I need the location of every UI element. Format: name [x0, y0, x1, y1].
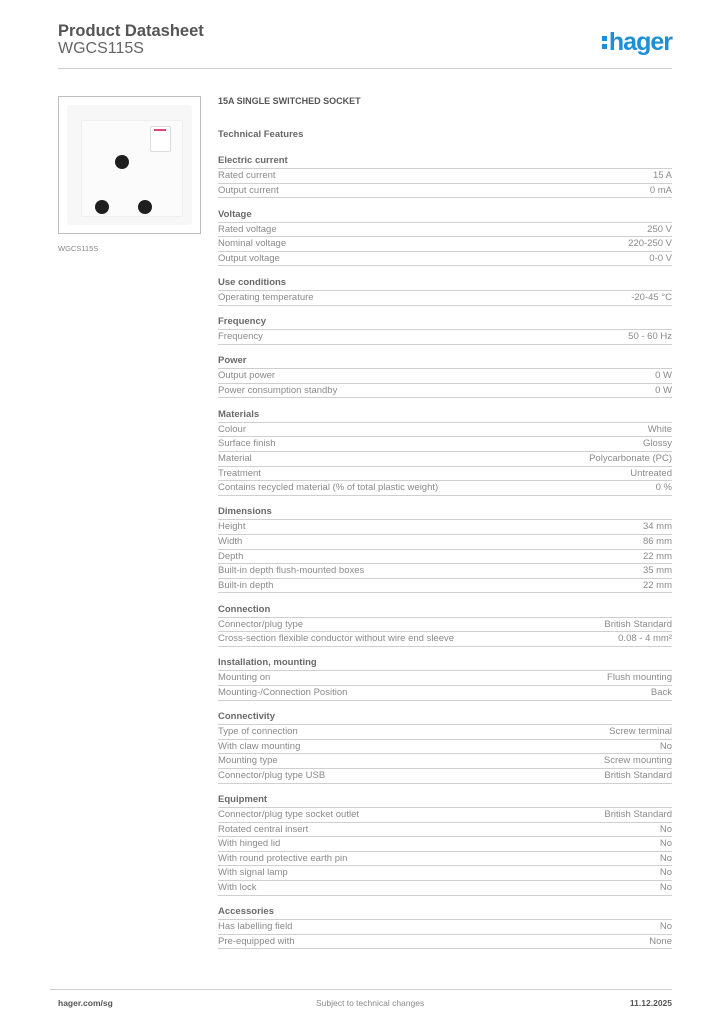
spec-row — [218, 223, 672, 238]
spec-row — [218, 725, 672, 740]
spec-group-title: Frequency — [218, 316, 672, 330]
spec-label: With round protective earth pin — [218, 852, 348, 864]
spec-value: No — [659, 852, 672, 864]
spec-row — [218, 564, 672, 579]
spec-value: 22 mm — [642, 579, 672, 591]
spec-value: -20-45 °C — [631, 291, 672, 303]
footer-website: hager.com/sg — [58, 998, 113, 1008]
spec-row — [218, 920, 672, 935]
spec-value: 220-250 V — [628, 238, 672, 250]
spec-label: Nominal voltage — [218, 238, 287, 250]
spec-row — [218, 769, 672, 784]
spec-label: Output current — [218, 184, 279, 196]
spec-row — [218, 481, 672, 496]
spec-group-title: Connectivity — [218, 711, 672, 725]
spec-value: 0-0 V — [649, 252, 672, 264]
spec-group — [218, 794, 672, 896]
spec-value: White — [647, 423, 672, 435]
spec-value: 15 A — [652, 170, 672, 181]
spec-label: Mounting-/Connection Position — [218, 687, 348, 699]
spec-label: With claw mounting — [218, 740, 301, 752]
spec-row — [218, 467, 672, 482]
spec-value: No — [659, 921, 672, 933]
spec-label: With signal lamp — [218, 867, 288, 879]
spec-row — [218, 881, 672, 896]
logo-colon-icon — [602, 34, 607, 50]
spec-row — [218, 550, 672, 565]
spec-group — [218, 277, 672, 306]
spec-value: Untreated — [630, 467, 672, 479]
spec-value: 0.08 - 4 mm² — [618, 633, 672, 645]
spec-label: Colour — [218, 423, 246, 435]
spec-row — [218, 852, 672, 867]
spec-label: Cross-section flexible conductor without wire end sleeve — [218, 633, 455, 645]
spec-value: British Standard — [604, 618, 672, 630]
spec-value: No — [659, 740, 672, 752]
spec-row — [218, 579, 672, 594]
live-pin-hole-icon — [95, 200, 109, 214]
spec-label: Mounting type — [218, 755, 278, 767]
spec-row — [218, 437, 672, 452]
spec-group — [218, 506, 672, 593]
spec-value: 34 mm — [642, 521, 672, 533]
spec-label: Connector/plug type USB — [218, 769, 326, 781]
spec-value: Flush mounting — [607, 672, 672, 684]
spec-value: No — [659, 838, 672, 850]
spec-row — [218, 384, 672, 399]
spec-group-title: Equipment — [218, 794, 672, 808]
spec-label: Width — [218, 535, 243, 547]
earth-pin-hole-icon — [115, 155, 129, 169]
spec-group-title: Power — [218, 355, 672, 369]
spec-label: Frequency — [218, 331, 263, 343]
spec-value: Back — [650, 687, 672, 699]
spec-group — [218, 657, 672, 700]
spec-group-title: Voltage — [218, 209, 672, 223]
spec-value: 0 W — [655, 384, 672, 396]
spec-label: Pre-equipped with — [218, 935, 295, 947]
footer-date: 11.12.2025 — [629, 998, 672, 1008]
spec-value: 0 W — [655, 370, 672, 382]
spec-group-title: Materials — [218, 409, 672, 423]
spec-value: No — [659, 882, 672, 893]
spec-label: Height — [218, 521, 246, 533]
spec-value: Polycarbonate (PC) — [589, 453, 672, 465]
spec-row — [218, 671, 672, 686]
spec-row — [218, 823, 672, 838]
spec-label: Operating temperature — [218, 291, 314, 303]
spec-row — [218, 291, 672, 306]
spec-label: Rotated central insert — [218, 823, 309, 835]
spec-row — [218, 184, 672, 199]
document-title: Product Datasheet — [58, 22, 204, 40]
spec-content — [218, 95, 672, 960]
spec-value: 250 V — [647, 223, 672, 235]
spec-label: Has labelling field — [218, 921, 293, 933]
spec-group — [218, 711, 672, 783]
spec-value: British Standard — [604, 769, 672, 781]
page-header — [58, 22, 672, 58]
section-heading: Technical Features — [218, 129, 304, 140]
spec-label: Output voltage — [218, 252, 280, 264]
spec-group — [218, 409, 672, 496]
spec-row — [218, 252, 672, 267]
spec-row — [218, 369, 672, 384]
socket-plate — [67, 105, 192, 225]
spec-label: Rated current — [218, 170, 276, 181]
image-caption: WGCS115S — [58, 244, 99, 253]
spec-label: Power consumption standby — [218, 384, 338, 396]
spec-row — [218, 520, 672, 535]
spec-row — [218, 866, 672, 881]
neutral-pin-hole-icon — [138, 200, 152, 214]
spec-row — [218, 935, 672, 950]
spec-group-title: Connection — [218, 604, 672, 618]
spec-label: With lock — [218, 882, 257, 893]
spec-label: Mounting on — [218, 672, 271, 684]
spec-row — [218, 618, 672, 633]
indicator-led-icon — [154, 129, 166, 131]
spec-row — [218, 169, 672, 184]
spec-row — [218, 632, 672, 647]
spec-value: 22 mm — [642, 550, 672, 562]
spec-label: Type of connection — [218, 726, 298, 738]
footer-notice: Subject to technical changes — [316, 998, 425, 1008]
spec-label: With hinged lid — [218, 838, 281, 850]
rocker-switch-icon — [150, 126, 171, 152]
spec-group-title: Dimensions — [218, 506, 672, 520]
spec-value: 35 mm — [642, 565, 672, 577]
spec-row — [218, 837, 672, 852]
footer-divider — [50, 989, 672, 990]
spec-group — [218, 906, 672, 949]
spec-value: No — [659, 867, 672, 879]
spec-row — [218, 452, 672, 467]
spec-label: Rated voltage — [218, 223, 277, 235]
spec-group — [218, 155, 672, 198]
logo-text: hager — [608, 28, 672, 56]
product-image — [58, 96, 201, 234]
spec-value: 0 mA — [649, 184, 672, 196]
spec-value: British Standard — [604, 809, 672, 821]
spec-row — [218, 686, 672, 701]
spec-value: 50 - 60 Hz — [628, 331, 672, 343]
spec-label: Contains recycled material (% of total plastic weight) — [218, 482, 439, 494]
spec-label: Surface finish — [218, 438, 276, 450]
spec-value: None — [649, 935, 672, 947]
socket-face — [81, 120, 183, 217]
product-name: 15A SINGLE SWITCHED SOCKET — [218, 96, 361, 106]
spec-row — [218, 808, 672, 823]
spec-value: Screw mounting — [603, 755, 672, 767]
spec-row — [218, 237, 672, 252]
hager-logo — [602, 28, 672, 56]
spec-label: Connector/plug type — [218, 618, 304, 630]
spec-label: Depth — [218, 550, 244, 562]
spec-group-title: Electric current — [218, 155, 672, 169]
spec-label: Output power — [218, 370, 276, 382]
spec-row — [218, 754, 672, 769]
spec-label: Connector/plug type socket outlet — [218, 809, 360, 821]
header-divider — [58, 68, 672, 69]
spec-row — [218, 535, 672, 550]
spec-value: Glossy — [642, 438, 672, 450]
spec-value: 86 mm — [642, 535, 672, 547]
spec-group — [218, 209, 672, 267]
spec-group — [218, 604, 672, 647]
spec-label: Material — [218, 453, 252, 465]
spec-group — [218, 316, 672, 345]
product-code: WGCS115S — [58, 40, 144, 57]
spec-row — [218, 740, 672, 755]
spec-value: 0 % — [655, 482, 672, 494]
spec-value: Screw terminal — [609, 726, 672, 738]
spec-row — [218, 330, 672, 345]
spec-group-title: Installation, mounting — [218, 657, 672, 671]
spec-row — [218, 423, 672, 438]
spec-label: Treatment — [218, 467, 261, 479]
spec-groups — [218, 155, 672, 949]
spec-label: Built-in depth flush-mounted boxes — [218, 565, 365, 577]
spec-group — [218, 355, 672, 398]
spec-group-title: Use conditions — [218, 277, 672, 291]
spec-value: No — [659, 823, 672, 835]
spec-group-title: Accessories — [218, 906, 672, 920]
spec-label: Built-in depth — [218, 579, 274, 591]
